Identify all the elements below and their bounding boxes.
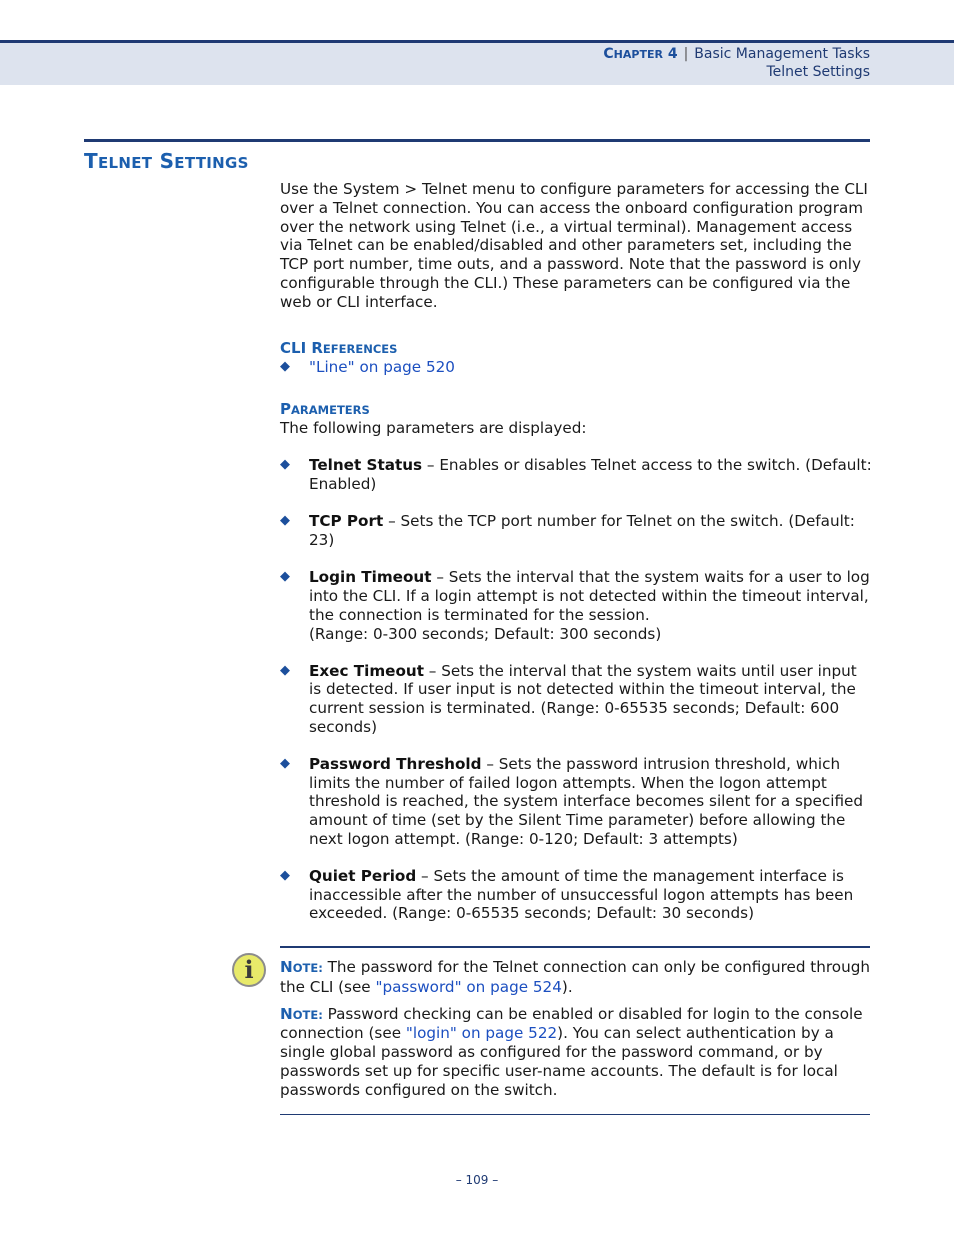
- parameter-term: Telnet Status: [309, 456, 423, 475]
- note-1: NOTE: The password for the Telnet connection can only be configured through the CLI (see "password" on page 524).: [280, 958, 870, 996]
- note-label: NOTE:: [280, 958, 323, 976]
- diamond-bullet-icon: ◆: [280, 662, 290, 678]
- page-number: – 109 –: [455, 1173, 499, 1187]
- parameter-login-timeout: [280, 568, 872, 643]
- parameter-password-threshold: [280, 755, 872, 849]
- parameter-exec-timeout: [280, 662, 872, 737]
- cli-references-heading: CLI REFERENCES: [280, 338, 398, 357]
- parameter-desc: – Sets the interval that the system waits until user input is detected. If user input is not detected within the timeout interval, the current session is terminated. (Range: 0-65535 seconds; Default: 600 seconds): [309, 661, 857, 736]
- diamond-bullet-icon: ◆: [280, 867, 290, 883]
- cli-reference-link[interactable]: "Line" on page 520: [309, 357, 455, 376]
- parameter-desc: – Sets the interval that the system waits for a user to log into the CLI. If a login attempt is not detected within the timeout interval, the connection is terminated for the session.: [309, 568, 870, 624]
- parameter-telnet-status: [280, 456, 872, 494]
- note-2: NOTE: Password checking can be enabled or disabled for login to the console connection (see "login" on page 522). You can select authentication by a single global password as configured for the password command, or by passwords set up for specific user-name accounts. The default is for local passwords configured on the switch.: [280, 1004, 863, 1099]
- password-link[interactable]: "password" on page 524: [375, 977, 562, 996]
- running-header-section: Telnet Settings: [766, 64, 870, 80]
- section-body: [280, 180, 872, 923]
- parameter-range: (Range: 0-300 seconds; Default: 300 seconds): [309, 624, 662, 643]
- header-separator: |: [683, 46, 689, 62]
- list-item: [280, 358, 872, 377]
- note-box: [280, 946, 870, 1115]
- diamond-bullet-icon: ◆: [280, 457, 290, 473]
- section-rule: [84, 139, 870, 142]
- chapter-title: Basic Management Tasks: [694, 46, 870, 62]
- parameter-tcp-port: [280, 512, 872, 550]
- diamond-bullet-icon: ◆: [280, 512, 290, 528]
- parameter-desc: – Sets the TCP port number for Telnet on the switch. (Default: 23): [309, 511, 855, 549]
- chapter-label: CHAPTER 4: [603, 46, 678, 62]
- intro-paragraph: Use the System > Telnet menu to configure parameters for accessing the CLI over a Telnet connection. You can access the onboard configuration program over the network using Telnet (i.e., a virtual terminal). Management access via Telnet can be enabled/disabled and other parameters set, including the TCP port number, time outs, and a password. Note that the password is only configurable through the CLI.) These parameters can be configured via the web or CLI interface.: [280, 180, 868, 311]
- parameter-desc: – Enables or disables Telnet access to the switch. (Default: Enabled): [309, 456, 872, 493]
- note-label: NOTE:: [280, 1004, 323, 1023]
- parameter-term: Quiet Period: [309, 866, 417, 885]
- parameter-desc: – Sets the password intrusion threshold, which limits the number of failed logon attempts. When the logon attempt threshold is reached, the system interface becomes silent for a specified amount of time (set by the Silent Time parameter) before allowing the next logon attempt. (Range: 0-120; Default: 3 attempts): [309, 754, 864, 848]
- info-icon: i: [232, 953, 266, 987]
- parameter-term: TCP Port: [309, 511, 384, 530]
- diamond-bullet-icon: ◆: [280, 755, 290, 771]
- parameter-term: Password Threshold: [309, 754, 482, 773]
- parameters-lead: The following parameters are displayed:: [280, 419, 587, 438]
- diamond-bullet-icon: ◆: [280, 569, 290, 585]
- running-header-chapter: [603, 46, 870, 62]
- parameter-term: Exec Timeout: [309, 661, 424, 680]
- section-title: TELNET SETTINGS: [84, 149, 249, 173]
- diamond-bullet-icon: ◆: [280, 358, 290, 374]
- parameter-term: Login Timeout: [309, 568, 432, 587]
- parameters-heading: PARAMETERS: [280, 400, 370, 419]
- parameter-quiet-period: [280, 867, 872, 923]
- login-link[interactable]: "login" on page 522: [405, 1024, 558, 1043]
- parameter-desc: – Sets the amount of time the management interface is inaccessible after the number of unsuccessful logon attempts has been exceeded. (Range: 0-65535 seconds; Default: 30 seconds): [309, 866, 854, 923]
